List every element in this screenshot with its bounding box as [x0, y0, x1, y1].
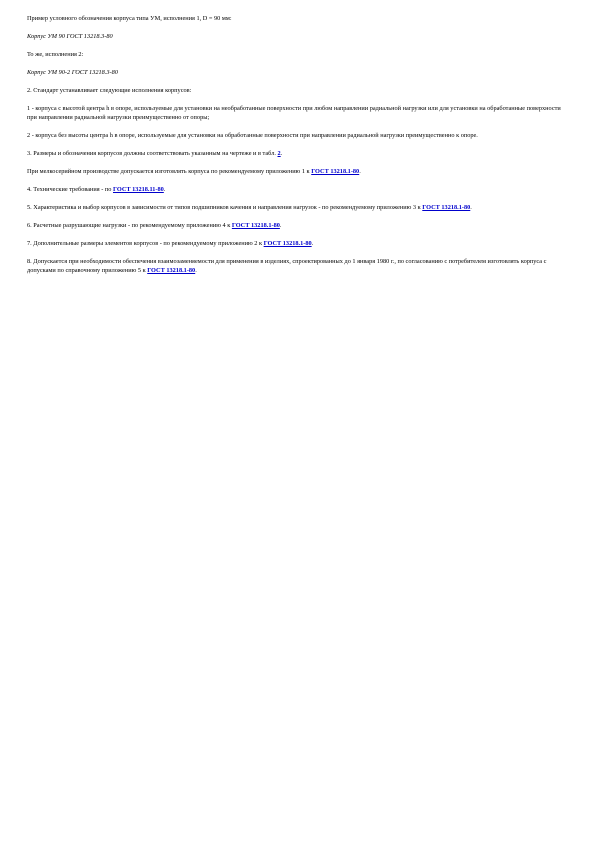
clause-2: 2. Стандарт устанавливает следующие исполнения корпусов:: [27, 87, 192, 94]
clause-8-text: 8. Допускается при необходимости обеспечения взаимозаменяемости для применения в изделиях, спроектированных до 1 января 1980 г., по согласованию с потребителем изготовлять корпуса с допусками по справочному приложению 5 к: [27, 258, 547, 274]
gost-link-appendix-1[interactable]: ГОСТ 13218.1-80: [311, 168, 360, 175]
document-body: [27, 14, 567, 284]
clause-4-text: 4. Технические требования - по: [27, 186, 113, 193]
clause-6-text: 6. Расчетные разрушающие нагрузки - по рекомендуемому приложению 4 к: [27, 222, 232, 229]
clause-5: [27, 203, 567, 212]
example-heading: Пример условного обозначения корпуса типа УМ, исполнения 1, D = 90 мм:: [27, 15, 232, 22]
gost-link-appendix-4[interactable]: ГОСТ 13218.1-80: [231, 222, 280, 229]
gost-link-appendix-2[interactable]: ГОСТ 13218.1-80: [263, 240, 312, 247]
clause-8: [27, 257, 567, 275]
clause-6: [27, 221, 567, 230]
variant-1-description: 1 - корпуса с высотой центра h в опоре, используемые для установки на необработанные поверхности при любом направлении радиальной нагрузки или для установки на обработанные поверхности при направлении радиальной нагрузки преимущественно от опоры;: [27, 105, 561, 121]
gost-link-tech-requirements[interactable]: ГОСТ 13218.11-80: [113, 186, 164, 193]
clause-7-end: .: [311, 240, 314, 247]
variant-2-description: 2 - корпуса без высоты центра h в опоре, используемые для установки на обработанные поверхности при направлении радиальной нагрузки преимущественно к опоре.: [27, 132, 478, 139]
clause-3: [27, 149, 567, 158]
same-variant-2-label: То же, исполнения 2:: [27, 51, 84, 58]
small-batch-end: .: [359, 168, 361, 175]
gost-link-appendix-5[interactable]: ГОСТ 13218.1-80: [147, 267, 196, 274]
clause-3-text: 3. Размеры и обозначения корпусов должны соответствовать указанным на чертеже и в табл.: [27, 150, 278, 157]
designation-example-2: Корпус УМ 90-2 ГОСТ 13218.3-80: [27, 69, 118, 76]
clause-6-end: .: [279, 222, 282, 229]
small-batch-note: [27, 167, 567, 176]
clause-3-end: .: [280, 150, 283, 157]
clause-5-text: 5. Характеристика и выбор корпусов в зависимости от типов подшипников качения и направления нагрузок - по рекомендуемому приложению 3 к: [27, 204, 423, 211]
clause-4-end: .: [163, 186, 166, 193]
clause-8-end: .: [195, 267, 197, 274]
small-batch-text: При мелкосерийном производстве допускается изготовлять корпуса по рекомендуемому приложению 1 к: [27, 168, 312, 175]
clause-4: [27, 185, 567, 194]
designation-example-1: Корпус УМ 90 ГОСТ 13218.3-80: [27, 33, 113, 40]
clause-7: [27, 239, 567, 248]
clause-7-text: 7. Дополнительные размеры элементов корпусов - по рекомендуемому приложению 2 к: [27, 240, 264, 247]
clause-5-end: .: [470, 204, 472, 211]
gost-link-appendix-3[interactable]: ГОСТ 13218.1-80: [422, 204, 471, 211]
table-2-link[interactable]: 2: [277, 150, 281, 157]
